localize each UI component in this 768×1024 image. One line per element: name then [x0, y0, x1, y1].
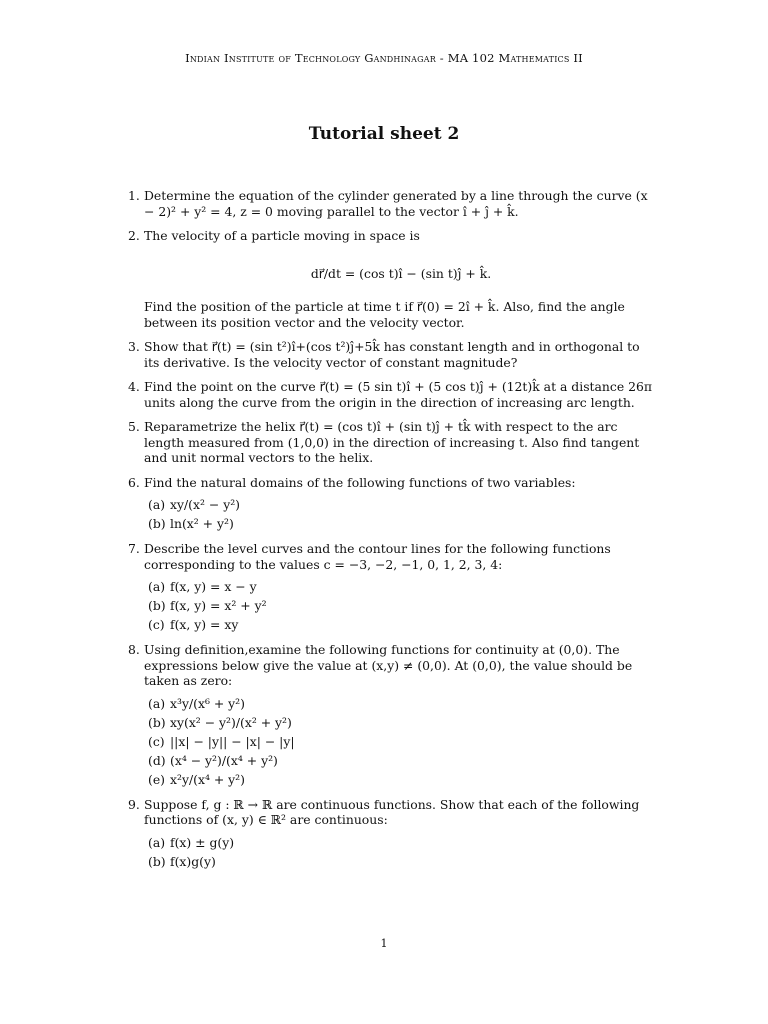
problem-number: 4. — [128, 379, 140, 394]
subpart-label: (b) — [148, 714, 166, 730]
problem-6 — [118, 475, 658, 533]
problem-3 — [118, 339, 658, 370]
subpart-expression: f(x) ± g(y) — [170, 834, 235, 850]
problem-2 — [118, 228, 658, 330]
subpart — [144, 753, 658, 769]
subpart — [144, 835, 658, 851]
problem-number: 3. — [128, 339, 140, 354]
problem-text-continued: Find the position of the particle at time t if r⃗(0) = 2î + k̂. Also, find the angle between its position vector and the velocity vector. — [144, 299, 625, 330]
problem-text: Determine the equation of the cylinder generated by a line through the curve (x − 2)² + y² = 4, z = 0 moving parallel to the vector î + ĵ + k̂. — [144, 188, 648, 219]
subpart-expression: f(x, y) = x − y — [170, 579, 257, 594]
subpart-list — [144, 696, 658, 788]
subpart-label: (a) — [148, 579, 166, 594]
problem-5 — [118, 419, 658, 466]
problem-text: Find the natural domains of the following functions of two variables: — [144, 474, 576, 490]
subpart-label: (b) — [148, 598, 166, 613]
subpart-expression: f(x, y) = x² + y² — [170, 598, 267, 613]
subpart-expression: f(x)g(y) — [170, 853, 216, 869]
problem-text: Reparametrize the helix r⃗(t) = (cos t)î + (sin t)ĵ + tk̂ with respect to the arc length measured from (1,0,0) in the direction of increasing t. Also find tangent and unit normal vectors to the helix. — [144, 419, 640, 465]
problem-text: The velocity of a particle moving in space is — [144, 228, 420, 243]
problem-text: Show that r⃗(t) = (sin t²)î+(cos t²)ĵ+5k̂ has constant length and in orthogonal to its derivative. Is the velocity vector of constant magnitude? — [144, 339, 640, 370]
subpart-list — [144, 579, 658, 633]
problem-text: Using definition,examine the following functions for continuity at (0,0). The expressions below give the value at (x,y) ≠ (0,0). At (0,0), the value should be taken as zero: — [144, 642, 633, 688]
subpart — [144, 617, 658, 633]
page-number: 1 — [380, 937, 388, 950]
subpart-list — [144, 497, 658, 532]
problem-number: 2. — [128, 228, 140, 243]
subpart-expression: x²y/(x⁴ + y²) — [170, 771, 245, 787]
subpart — [144, 854, 658, 870]
subpart-label: (d) — [148, 752, 166, 768]
subpart-expression: xy(x² − y²)/(x² + y²) — [170, 714, 292, 730]
subpart-label: (a) — [148, 834, 166, 850]
page-title: Tutorial sheet 2 — [308, 124, 460, 144]
subpart — [144, 497, 658, 513]
subpart-expression: ||x| − |y|| − |x| − |y| — [170, 733, 295, 749]
subpart — [144, 772, 658, 788]
problem-8 — [118, 642, 658, 788]
subpart — [144, 579, 658, 595]
subpart — [144, 516, 658, 532]
problem-text: Find the point on the curve r⃗(t) = (5 sin t)î + (5 cos t)ĵ + (12t)k̂ at a distance 26π units along the curve from the origin in the direction of increasing arc length. — [144, 379, 653, 410]
problem-1 — [118, 188, 658, 219]
running-header: Indian Institute of Technology Gandhinagar - MA 102 Mathematics II — [185, 51, 583, 65]
subpart-expression: ln(x² + y²) — [170, 516, 234, 531]
subpart — [144, 715, 658, 731]
problem-list — [118, 188, 658, 879]
subpart — [144, 734, 658, 750]
subpart — [144, 696, 658, 712]
problem-number: 9. — [128, 796, 140, 812]
problem-text: Describe the level curves and the contour lines for the following functions corresponding to the values c = −3, −2, −1, 0, 1, 2, 3, 4: — [144, 541, 611, 572]
subpart-expression: (x⁴ − y²)/(x⁴ + y²) — [170, 752, 278, 768]
subpart-label: (c) — [148, 617, 165, 632]
problem-9 — [118, 797, 658, 870]
subpart-label: (a) — [148, 497, 166, 512]
subpart-label: (e) — [148, 771, 166, 787]
problem-number: 8. — [128, 642, 140, 657]
display-equation: dr⃗/dt = (cos t)î − (sin t)ĵ + k̂. — [310, 265, 492, 281]
problem-text: Suppose f, g : ℝ → ℝ are continuous functions. Show that each of the following functions of (x, y) ∈ ℝ² are continuous: — [144, 796, 640, 827]
subpart-label: (a) — [148, 695, 166, 711]
problem-number: 5. — [128, 419, 140, 434]
subpart-expression: x³y/(x⁶ + y²) — [170, 695, 245, 711]
subpart-expression: f(x, y) = xy — [170, 617, 239, 632]
problem-number: 7. — [128, 541, 140, 556]
subpart-list — [144, 835, 658, 870]
problem-number: 6. — [128, 474, 140, 490]
subpart — [144, 598, 658, 614]
subpart-label: (b) — [148, 516, 166, 531]
problem-7 — [118, 541, 658, 633]
subpart-label: (b) — [148, 853, 166, 869]
subpart-expression: xy/(x² − y²) — [170, 497, 241, 512]
problem-4 — [118, 379, 658, 410]
problem-number: 1. — [128, 188, 140, 203]
subpart-label: (c) — [148, 733, 165, 749]
